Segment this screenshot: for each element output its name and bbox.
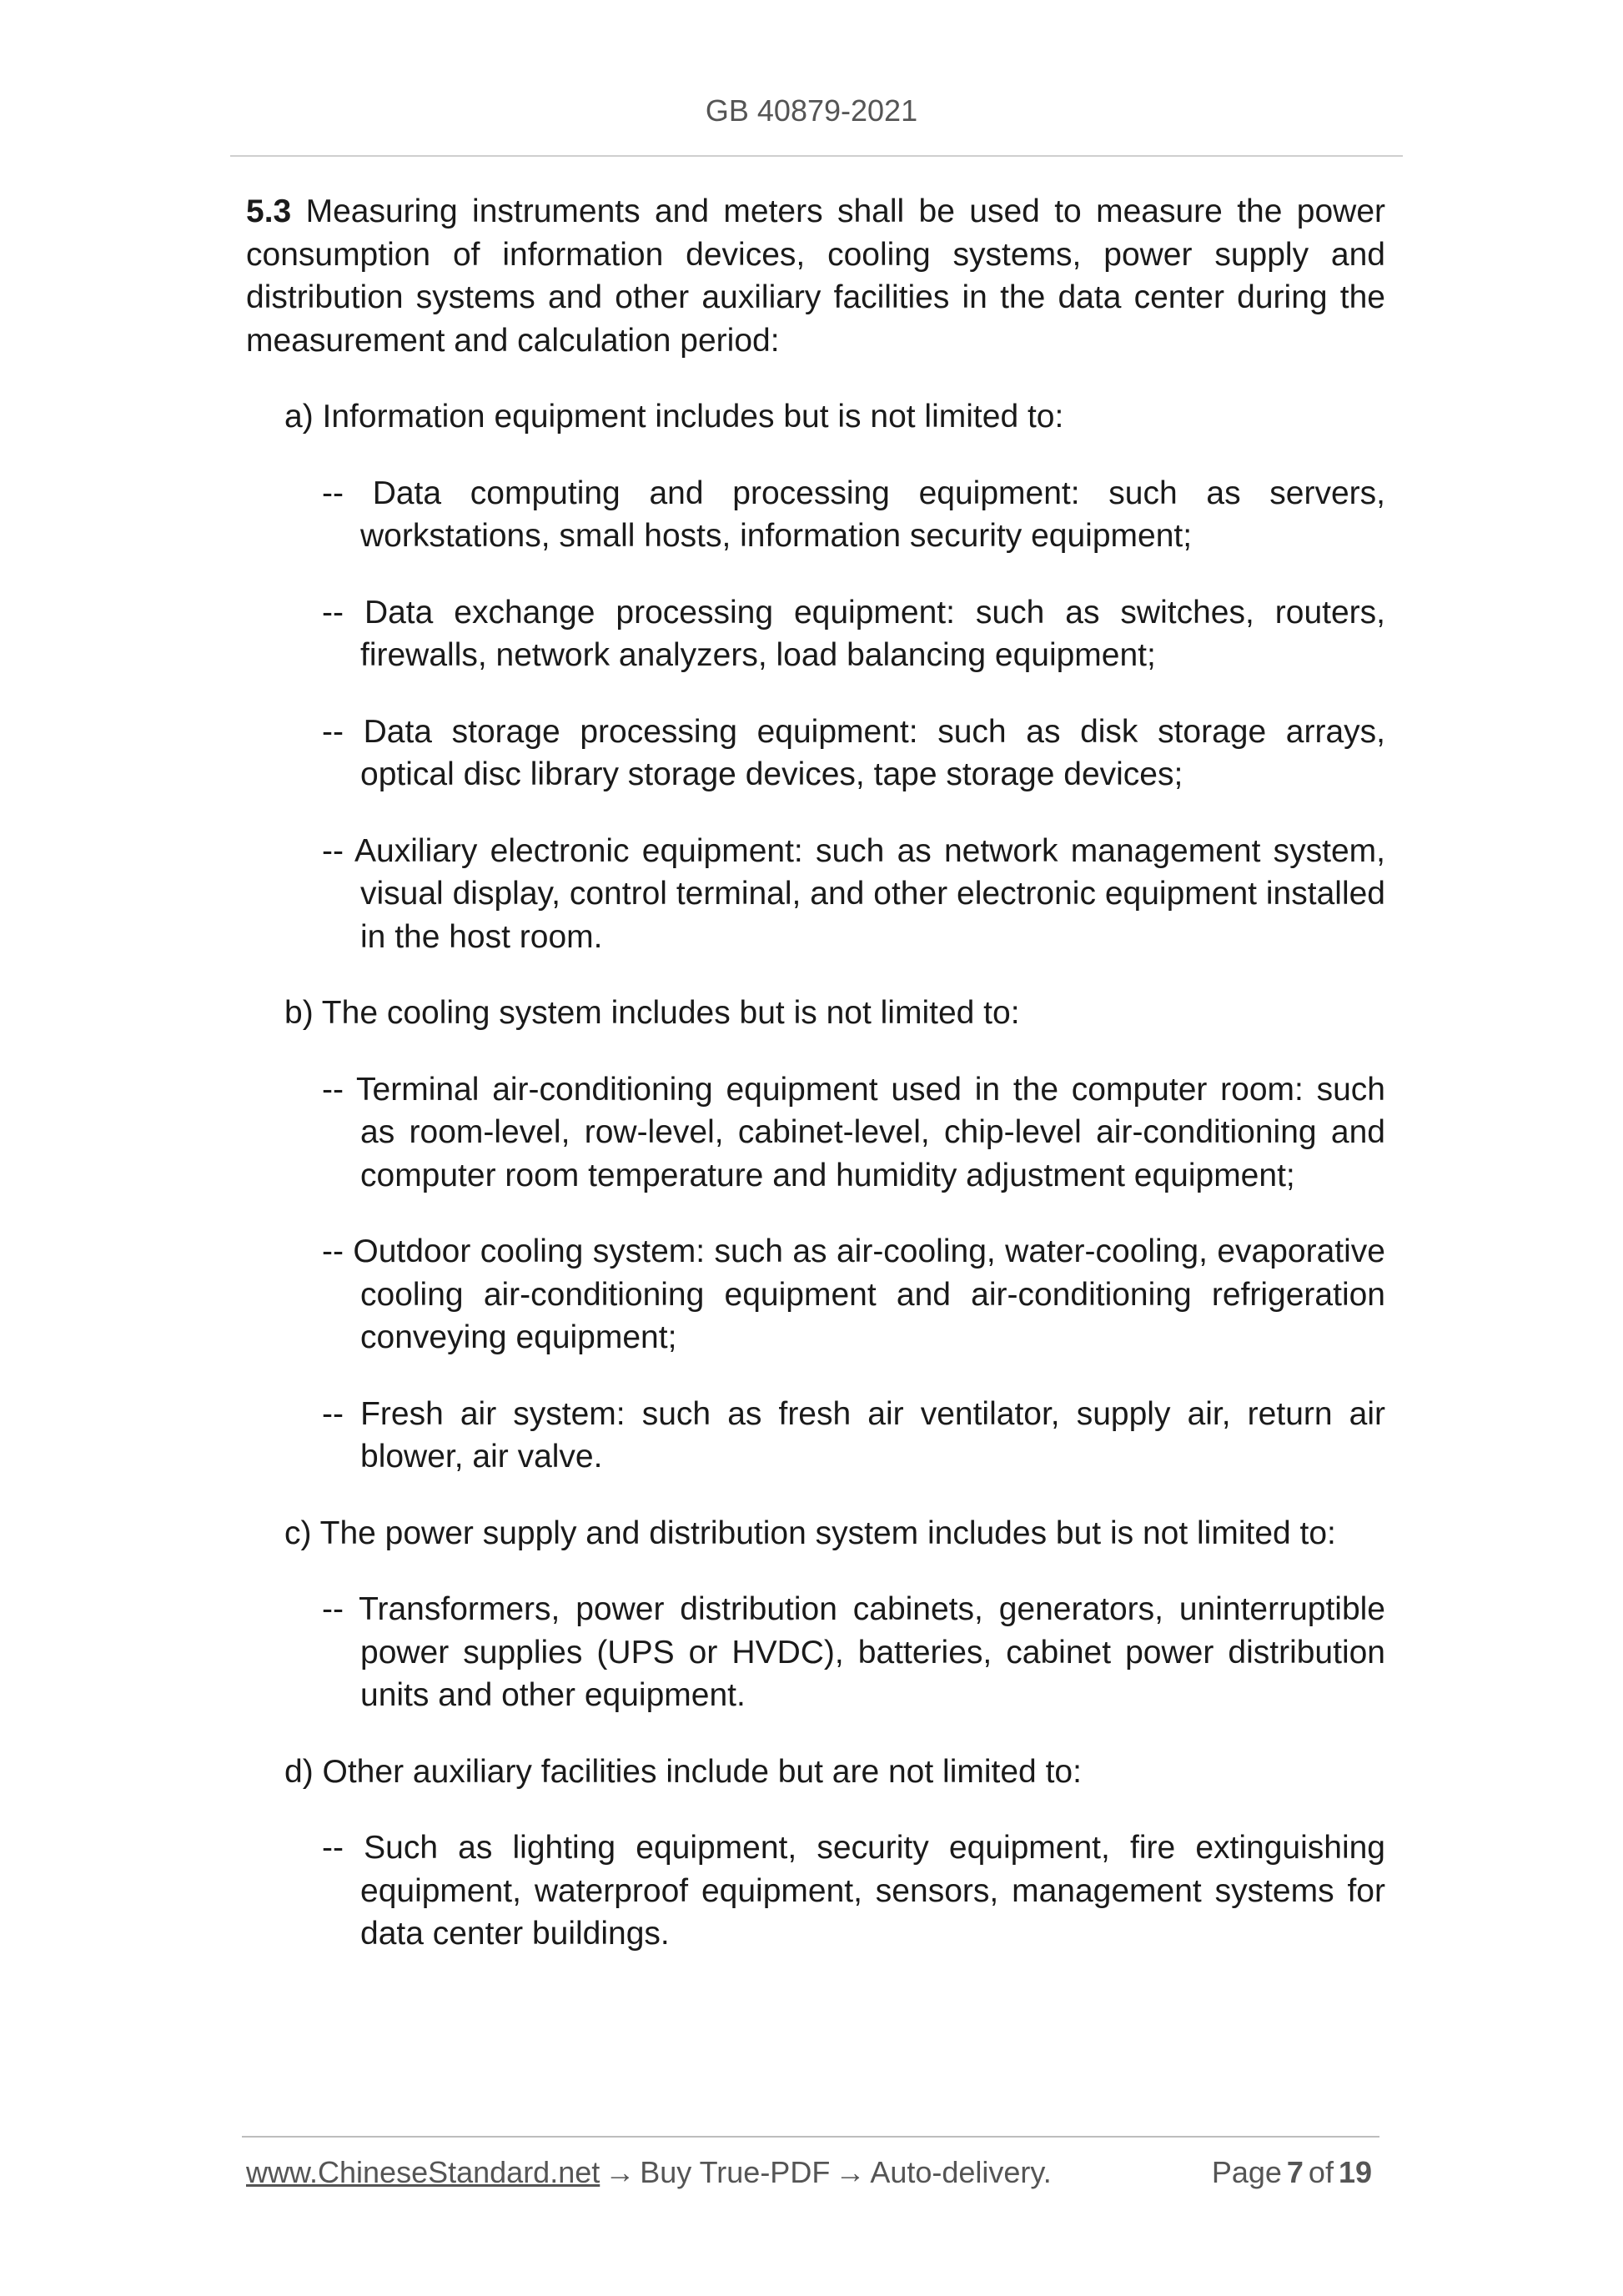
item-b-label: b) The cooling system includes but is not limited to: xyxy=(284,995,1020,1031)
item-a-label: a) Information equipment includes but is not limited to: xyxy=(284,399,1064,435)
page-header xyxy=(0,93,1623,128)
item-d-sub-1: -- Such as lighting equipment, security equipment, fire extinguishing equipment, waterproof equipment, sensors, management systems for data center buildings. xyxy=(322,1830,1385,1952)
of-word: of xyxy=(1308,2155,1334,2189)
item-c-sub-1: -- Transformers, power distribution cabinets, generators, uninterruptible power supplies (UPS or HVDC), batteries, cabinet power distribution units and other equipment. xyxy=(322,1591,1385,1713)
header-divider xyxy=(230,155,1403,157)
arrow-right-icon: → xyxy=(605,2155,636,2189)
item-b-sub-1: -- Terminal air-conditioning equipment used in the computer room: such as room-level, row-level, cabinet-level, chip-level air-conditioning and computer room temperature and humidity adjustment equipment; xyxy=(322,1071,1385,1193)
footer-promo xyxy=(246,2155,1052,2190)
page-footer xyxy=(246,2155,1377,2197)
document-body xyxy=(246,190,1385,1956)
clause-text: Measuring instruments and meters shall be used to measure the power consumption of information devices, cooling systems, power supply and distribution systems and other auxiliary facilities in the data center during the measurement and calculation period: xyxy=(246,193,1385,359)
item-c-label: c) The power supply and distribution system includes but is not limited to: xyxy=(284,1515,1336,1551)
page-word: Page xyxy=(1211,2155,1282,2189)
clause-number: 5.3 xyxy=(246,193,292,229)
item-a-sub-2: -- Data exchange processing equipment: such as switches, routers, firewalls, network analyzers, load balancing equipment; xyxy=(322,594,1385,673)
item-b-sub-2: -- Outdoor cooling system: such as air-cooling, water-cooling, evaporative cooling air-conditioning equipment and air-conditioning refrigeration conveying equipment; xyxy=(322,1233,1385,1355)
item-d-label: d) Other auxiliary facilities include but are not limited to: xyxy=(284,1753,1082,1790)
item-a-sub-1: -- Data computing and processing equipment: such as servers, workstations, small hosts, information security equipment; xyxy=(322,475,1385,554)
site-link[interactable]: www.ChineseStandard.net xyxy=(246,2155,600,2189)
page-number xyxy=(1212,2155,1377,2190)
item-b-sub-3: -- Fresh air system: such as fresh air ventilator, supply air, return air blower, air valve. xyxy=(322,1395,1385,1475)
delivery-text: Auto-delivery. xyxy=(870,2155,1052,2189)
total-pages: 19 xyxy=(1338,2155,1372,2189)
arrow-right-icon: → xyxy=(835,2155,866,2189)
standard-code: GB 40879-2021 xyxy=(705,93,918,128)
clause-5-3 xyxy=(246,190,1385,362)
item-a-sub-3: -- Data storage processing equipment: such as disk storage arrays, optical disc library storage devices, tape storage devices; xyxy=(322,713,1385,792)
current-page: 7 xyxy=(1286,2155,1304,2189)
item-a-sub-4: -- Auxiliary electronic equipment: such as network management system, visual display, control terminal, and other electronic equipment installed in the host room. xyxy=(322,832,1385,955)
buy-text: Buy True-PDF xyxy=(640,2155,831,2189)
footer-divider xyxy=(242,2136,1379,2138)
